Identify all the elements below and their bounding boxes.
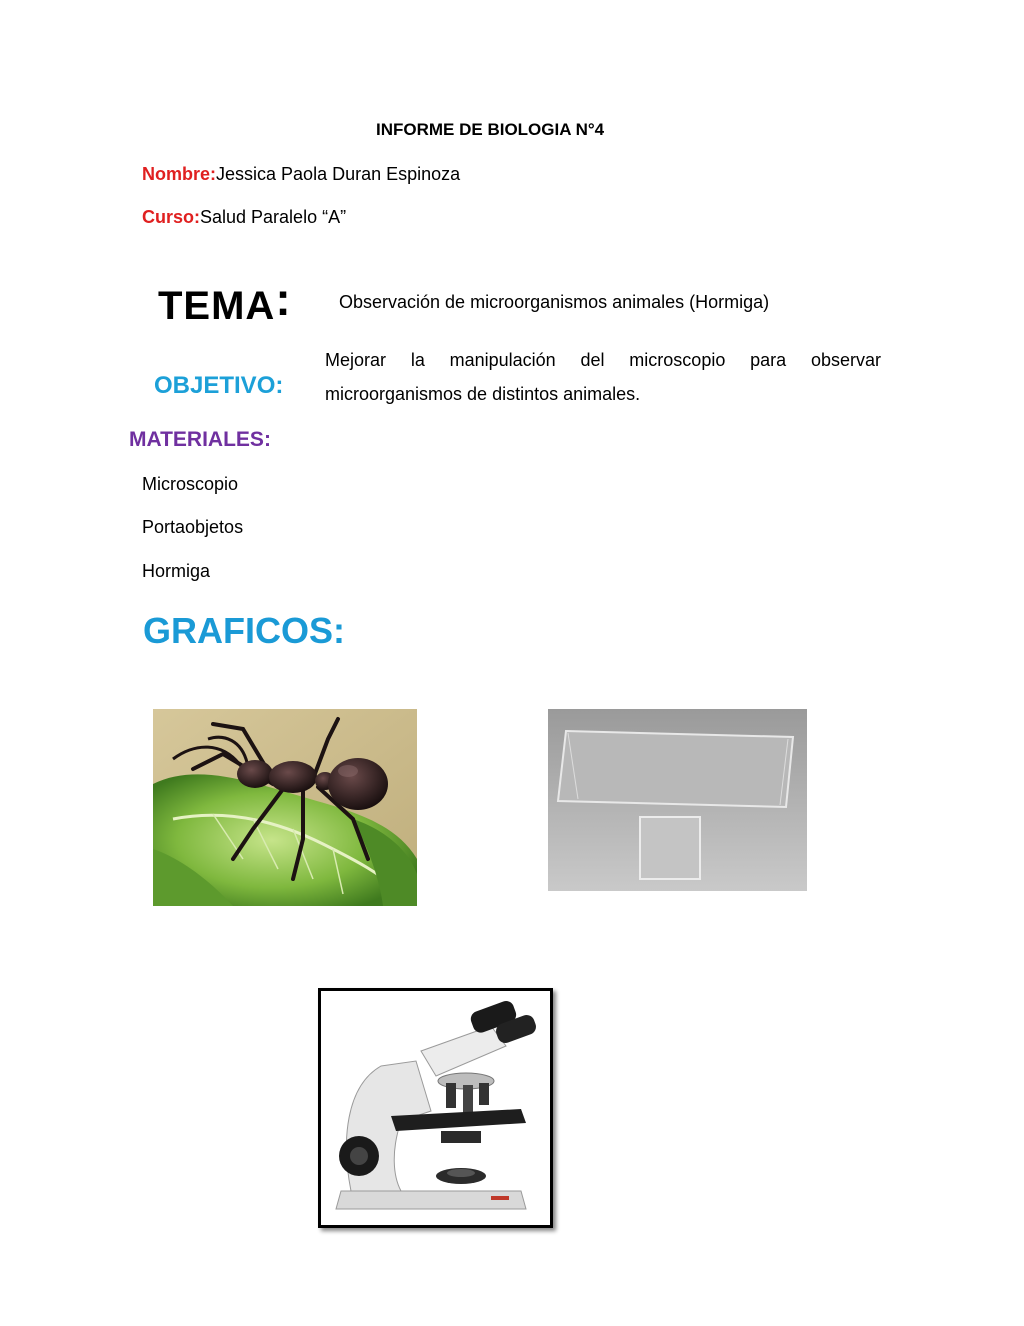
ant-illustration bbox=[153, 709, 417, 906]
ant-on-leaf-photo bbox=[153, 709, 417, 906]
slides-illustration bbox=[548, 709, 807, 891]
tema-colon: : bbox=[275, 273, 292, 325]
tema-value: Observación de microorganismos animales (Hormiga) bbox=[339, 292, 770, 312]
curso-field bbox=[142, 207, 346, 228]
materiales-label: MATERIALES: bbox=[129, 428, 271, 451]
objetivo-label: OBJETIVO: bbox=[154, 372, 284, 399]
material-item: Hormiga bbox=[142, 561, 211, 581]
tema-label: TEMA bbox=[158, 284, 276, 328]
material-item: Portaobjetos bbox=[142, 517, 244, 537]
objetivo-value: Mejorar la manipulación del microscopio para observar microorganismos de distintos animales. bbox=[325, 350, 881, 404]
microscope-illustration bbox=[321, 991, 550, 1225]
report-title: INFORME DE BIOLOGIA N°4 bbox=[376, 120, 605, 139]
tema-heading bbox=[158, 273, 292, 330]
curso-label: Curso: bbox=[142, 207, 200, 227]
material-item: Microscopio bbox=[142, 474, 239, 494]
nombre-field bbox=[142, 164, 460, 185]
microscope-photo bbox=[318, 988, 553, 1228]
graficos-label: GRAFICOS: bbox=[143, 610, 345, 651]
nombre-value: Jessica Paola Duran Espinoza bbox=[216, 164, 461, 184]
glass-slides-photo bbox=[548, 709, 807, 891]
curso-value: Salud Paralelo “A” bbox=[200, 207, 347, 227]
nombre-label: Nombre: bbox=[142, 164, 217, 184]
